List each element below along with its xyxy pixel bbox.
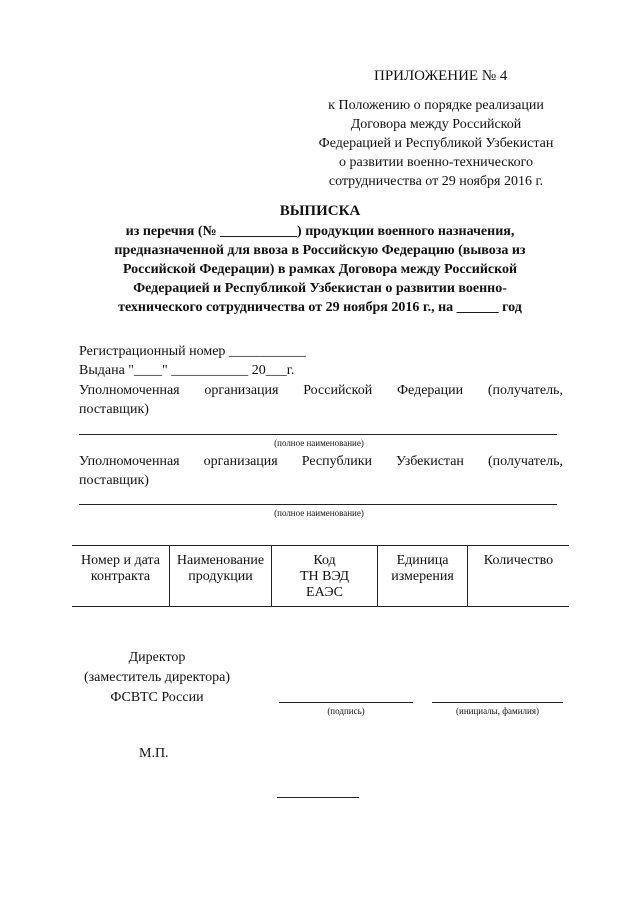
org-russia-name-line bbox=[79, 434, 557, 435]
subtitle-line: Российской Федерации) в рамках Договора между Российской bbox=[122, 262, 518, 277]
header-line: Номер и дата bbox=[81, 553, 160, 568]
org-word: организация bbox=[204, 383, 279, 398]
header-line: Количество bbox=[483, 553, 554, 568]
annex-title: ПРИЛОЖЕНИЕ № 4 bbox=[374, 68, 508, 84]
header-line: Единица bbox=[396, 553, 449, 568]
position-line: (заместитель директора) bbox=[83, 670, 231, 685]
header-line: продукции bbox=[188, 569, 253, 584]
annex-reference-line: Договора между Российской bbox=[350, 117, 522, 132]
org-word: Уполномоченная bbox=[79, 383, 180, 398]
annex-reference-line: о развитии военно-технического bbox=[339, 155, 533, 170]
stamp-placeholder: М.П. bbox=[139, 746, 169, 761]
org-uzbekistan-label-cont: поставщик) bbox=[79, 473, 149, 488]
annex-reference-line: Федерацией и Республикой Узбекистан bbox=[318, 136, 554, 151]
org-word: Российской bbox=[303, 383, 373, 398]
org-word: (получатель, bbox=[487, 383, 563, 398]
initials-caption: (инициалы, фамилия) bbox=[456, 706, 539, 716]
signature-line bbox=[279, 702, 413, 703]
closing-line bbox=[277, 797, 359, 798]
table-header-quantity bbox=[468, 546, 569, 606]
org-word: Уполномоченная bbox=[79, 454, 180, 469]
org-uzbekistan-label bbox=[79, 452, 563, 471]
annex-reference-line: сотрудничества от 29 ноября 2016 г. bbox=[328, 174, 544, 189]
header-line: ЕАЭС bbox=[306, 585, 343, 600]
org-word: Федерации bbox=[397, 383, 464, 398]
document-title: ВЫПИСКА bbox=[279, 203, 361, 219]
position-line: ФСВТС России bbox=[110, 690, 204, 705]
subtitle-line: предназначенной для ввоза в Российскую Федерацию (вывоза из bbox=[114, 243, 526, 258]
subtitle-line: технического сотрудничества от 29 ноября 2016 г., на ______ год bbox=[118, 300, 522, 315]
subtitle-line: Федерацией и Республикой Узбекистан о развитии военно- bbox=[133, 281, 507, 296]
position-line: Директор bbox=[128, 650, 186, 665]
org-russia-label-cont: поставщик) bbox=[79, 402, 149, 417]
header-line: Код bbox=[313, 553, 336, 568]
org-word: Узбекистан bbox=[396, 454, 464, 469]
annex-reference-line: к Положению о порядке реализации bbox=[328, 98, 544, 113]
products-table bbox=[72, 545, 569, 607]
table-header-contract bbox=[72, 546, 170, 606]
full-name-caption: (полное наименование) bbox=[274, 438, 364, 448]
header-line: ТН ВЭД bbox=[299, 569, 350, 584]
org-word: организация bbox=[203, 454, 278, 469]
document-subtitle bbox=[60, 222, 580, 317]
initials-line bbox=[432, 702, 563, 703]
org-word: Республики bbox=[301, 454, 372, 469]
signatory-position bbox=[72, 648, 242, 708]
table-header-product bbox=[170, 546, 272, 606]
header-line: контракта bbox=[90, 569, 151, 584]
subtitle-line: из перечня (№ ___________) продукции военного назначения, bbox=[125, 224, 515, 239]
table-header-tnved-code bbox=[272, 546, 378, 606]
signature-caption: (подпись) bbox=[327, 706, 365, 716]
header-line: измерения bbox=[391, 569, 454, 584]
registration-number-field: Регистрационный номер ___________ bbox=[79, 344, 306, 359]
issued-date-field: Выдана "____" ___________ 20___г. bbox=[79, 363, 295, 378]
org-word: (получатель, bbox=[487, 454, 563, 469]
annex-reference bbox=[300, 96, 572, 191]
org-russia-label bbox=[79, 381, 563, 400]
full-name-caption: (полное наименование) bbox=[274, 508, 364, 518]
org-uzbekistan-name-line bbox=[79, 504, 557, 505]
header-line: Наименование bbox=[176, 553, 265, 568]
table-header-unit bbox=[378, 546, 468, 606]
